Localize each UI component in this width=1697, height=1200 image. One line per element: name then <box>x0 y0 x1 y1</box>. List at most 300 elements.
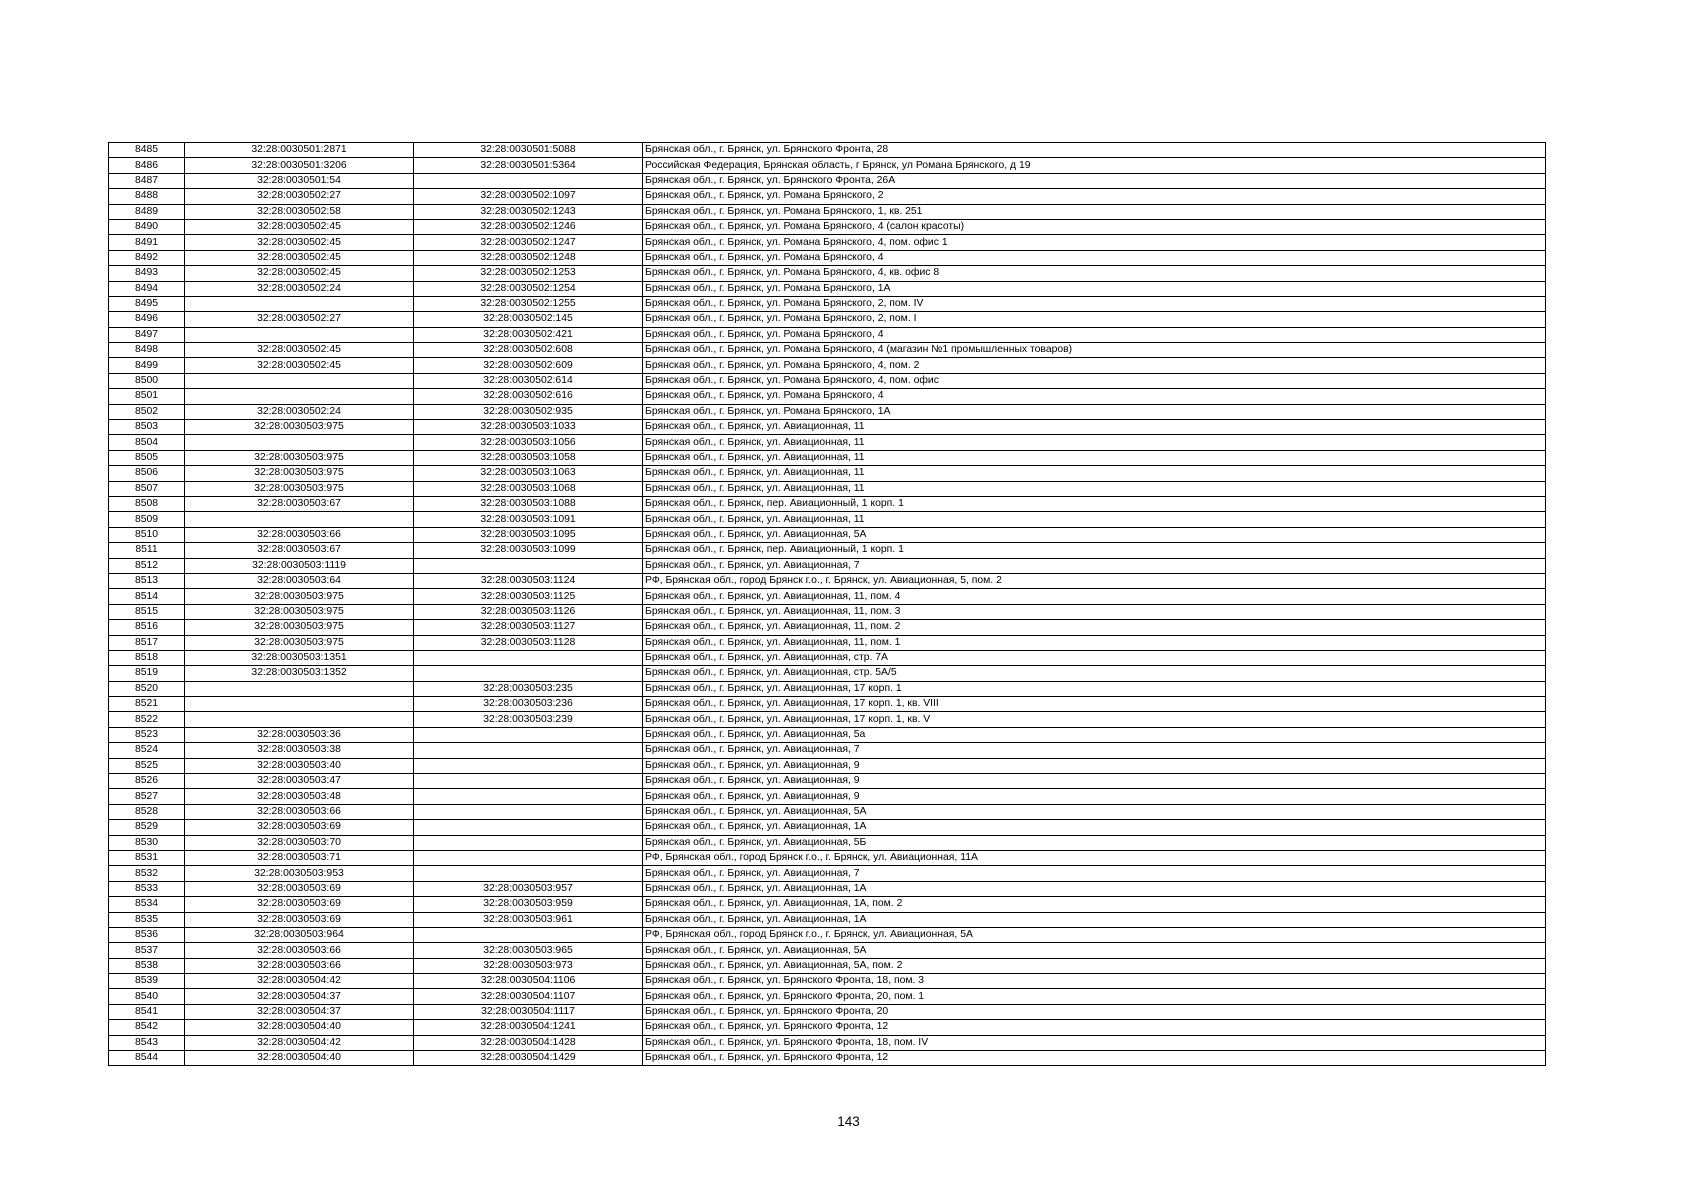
building-number-cell <box>414 666 643 681</box>
building-number-cell: 32:28:0030504:1117 <box>414 1004 643 1019</box>
address-cell: Брянская обл., г. Брянск, ул. Брянского Фронта, 18, пом. IV <box>643 1035 1546 1050</box>
table-row <box>109 512 1546 527</box>
address-cell: Брянская обл., г. Брянск, ул. Авиационная, 11 <box>643 512 1546 527</box>
building-number-cell: 32:28:0030502:609 <box>414 358 643 373</box>
land-plot-number-cell <box>185 327 414 342</box>
building-number-cell: 32:28:0030504:1106 <box>414 974 643 989</box>
row-number-cell: 8509 <box>109 512 185 527</box>
table-row <box>109 219 1546 234</box>
building-number-cell <box>414 850 643 865</box>
land-plot-number-cell: 32:28:0030503:66 <box>185 527 414 542</box>
row-number-cell: 8495 <box>109 296 185 311</box>
address-cell: Брянская обл., г. Брянск, ул. Авиационная, 1А <box>643 912 1546 927</box>
cadastral-table <box>108 142 1546 1066</box>
land-plot-number-cell <box>185 712 414 727</box>
building-number-cell: 32:28:0030502:1248 <box>414 250 643 265</box>
table-row <box>109 666 1546 681</box>
building-number-cell: 32:28:0030503:1033 <box>414 420 643 435</box>
building-number-cell: 32:28:0030503:239 <box>414 712 643 727</box>
row-number-cell: 8505 <box>109 450 185 465</box>
building-number-cell: 32:28:0030503:1124 <box>414 573 643 588</box>
address-cell: Брянская обл., г. Брянск, ул. Романа Брянского, 2, пом. I <box>643 312 1546 327</box>
building-number-cell: 32:28:0030503:959 <box>414 897 643 912</box>
table-row <box>109 989 1546 1004</box>
row-number-cell: 8521 <box>109 697 185 712</box>
land-plot-number-cell: 32:28:0030501:54 <box>185 173 414 188</box>
table-row <box>109 389 1546 404</box>
row-number-cell: 8494 <box>109 281 185 296</box>
row-number-cell: 8487 <box>109 173 185 188</box>
building-number-cell: 32:28:0030501:5088 <box>414 143 643 158</box>
address-cell: Брянская обл., г. Брянск, ул. Авиационная, 11 <box>643 435 1546 450</box>
land-plot-number-cell: 32:28:0030502:45 <box>185 235 414 250</box>
row-number-cell: 8533 <box>109 881 185 896</box>
land-plot-number-cell: 32:28:0030504:40 <box>185 1051 414 1066</box>
building-number-cell: 32:28:0030502:421 <box>414 327 643 342</box>
address-cell: Брянская обл., г. Брянск, ул. Авиационная, 11 <box>643 450 1546 465</box>
row-number-cell: 8519 <box>109 666 185 681</box>
table-row <box>109 373 1546 388</box>
building-number-cell: 32:28:0030503:1128 <box>414 635 643 650</box>
land-plot-number-cell: 32:28:0030503:48 <box>185 789 414 804</box>
table-row <box>109 189 1546 204</box>
address-cell: Брянская обл., г. Брянск, ул. Авиационная, 17 корп. 1, кв. V <box>643 712 1546 727</box>
address-cell: Брянская обл., г. Брянск, ул. Авиационная, 5Б <box>643 835 1546 850</box>
row-number-cell: 8544 <box>109 1051 185 1066</box>
land-plot-number-cell: 32:28:0030504:37 <box>185 989 414 1004</box>
row-number-cell: 8503 <box>109 420 185 435</box>
land-plot-number-cell: 32:28:0030502:45 <box>185 266 414 281</box>
row-number-cell: 8490 <box>109 219 185 234</box>
land-plot-number-cell: 32:28:0030503:953 <box>185 866 414 881</box>
row-number-cell: 8527 <box>109 789 185 804</box>
address-cell: Брянская обл., г. Брянск, ул. Авиационная, 9 <box>643 789 1546 804</box>
building-number-cell: 32:28:0030503:961 <box>414 912 643 927</box>
address-cell: Брянская обл., г. Брянск, ул. Романа Брянского, 1А <box>643 281 1546 296</box>
land-plot-number-cell: 32:28:0030502:24 <box>185 404 414 419</box>
building-number-cell: 32:28:0030502:1246 <box>414 219 643 234</box>
address-cell: Брянская обл., г. Брянск, ул. Брянского Фронта, 12 <box>643 1051 1546 1066</box>
row-number-cell: 8515 <box>109 604 185 619</box>
address-cell: Брянская обл., г. Брянск, ул. Романа Брянского, 4, кв. офис 8 <box>643 266 1546 281</box>
table-row <box>109 558 1546 573</box>
row-number-cell: 8485 <box>109 143 185 158</box>
table-row <box>109 1051 1546 1066</box>
table-row <box>109 774 1546 789</box>
table-row <box>109 204 1546 219</box>
address-cell: Брянская обл., г. Брянск, ул. Авиационная, 17 корп. 1, кв. VIII <box>643 697 1546 712</box>
row-number-cell: 8500 <box>109 373 185 388</box>
table-row <box>109 143 1546 158</box>
address-cell: Брянская обл., г. Брянск, ул. Авиационная, 5А <box>643 804 1546 819</box>
address-cell: Брянская обл., г. Брянск, ул. Романа Брянского, 4 (магазин №1 промышленных товаров) <box>643 343 1546 358</box>
land-plot-number-cell: 32:28:0030504:42 <box>185 1035 414 1050</box>
address-cell: Брянская обл., г. Брянск, ул. Романа Брянского, 4 <box>643 389 1546 404</box>
table-row <box>109 681 1546 696</box>
address-cell: Брянская обл., г. Брянск, ул. Брянского Фронта, 20, пом. 1 <box>643 989 1546 1004</box>
table-row <box>109 1020 1546 1035</box>
table-row <box>109 727 1546 742</box>
address-cell: Брянская обл., г. Брянск, ул. Авиационная, 11 <box>643 420 1546 435</box>
row-number-cell: 8539 <box>109 974 185 989</box>
land-plot-number-cell: 32:28:0030503:975 <box>185 420 414 435</box>
land-plot-number-cell: 32:28:0030502:45 <box>185 219 414 234</box>
address-cell: Брянская обл., г. Брянск, ул. Авиационная, 11, пом. 4 <box>643 589 1546 604</box>
land-plot-number-cell: 32:28:0030504:42 <box>185 974 414 989</box>
table-row <box>109 620 1546 635</box>
land-plot-number-cell: 32:28:0030503:38 <box>185 743 414 758</box>
address-cell: Брянская обл., г. Брянск, ул. Брянского Фронта, 20 <box>643 1004 1546 1019</box>
building-number-cell: 32:28:0030502:608 <box>414 343 643 358</box>
address-cell: Брянская обл., г. Брянск, ул. Авиационная, 1А <box>643 881 1546 896</box>
address-cell: Брянская обл., г. Брянск, ул. Авиационная, 11, пом. 3 <box>643 604 1546 619</box>
table-row <box>109 789 1546 804</box>
land-plot-number-cell: 32:28:0030503:70 <box>185 835 414 850</box>
building-number-cell: 32:28:0030503:957 <box>414 881 643 896</box>
address-cell: Брянская обл., г. Брянск, ул. Авиационная, 11 <box>643 466 1546 481</box>
row-number-cell: 8488 <box>109 189 185 204</box>
address-cell: Брянская обл., г. Брянск, ул. Авиационная, 1А <box>643 820 1546 835</box>
address-cell: Брянская обл., г. Брянск, ул. Авиационная, 11 <box>643 481 1546 496</box>
address-cell: Брянская обл., г. Брянск, ул. Авиационная, 11, пом. 2 <box>643 620 1546 635</box>
land-plot-number-cell: 32:28:0030504:37 <box>185 1004 414 1019</box>
row-number-cell: 8520 <box>109 681 185 696</box>
building-number-cell: 32:28:0030503:235 <box>414 681 643 696</box>
building-number-cell: 32:28:0030503:1058 <box>414 450 643 465</box>
row-number-cell: 8534 <box>109 897 185 912</box>
table-row <box>109 743 1546 758</box>
land-plot-number-cell: 32:28:0030503:69 <box>185 820 414 835</box>
table-row <box>109 496 1546 511</box>
land-plot-number-cell <box>185 512 414 527</box>
address-cell: Брянская обл., г. Брянск, ул. Романа Брянского, 2 <box>643 189 1546 204</box>
table-row <box>109 604 1546 619</box>
table-row <box>109 543 1546 558</box>
row-number-cell: 8501 <box>109 389 185 404</box>
row-number-cell: 8514 <box>109 589 185 604</box>
building-number-cell: 32:28:0030504:1107 <box>414 989 643 1004</box>
building-number-cell: 32:28:0030503:973 <box>414 958 643 973</box>
address-cell: Брянская обл., г. Брянск, ул. Романа Брянского, 2, пом. IV <box>643 296 1546 311</box>
building-number-cell <box>414 173 643 188</box>
land-plot-number-cell <box>185 697 414 712</box>
address-cell: Брянская обл., г. Брянск, пер. Авиационный, 1 корп. 1 <box>643 496 1546 511</box>
row-number-cell: 8536 <box>109 927 185 942</box>
land-plot-number-cell: 32:28:0030503:964 <box>185 927 414 942</box>
land-plot-number-cell: 32:28:0030503:975 <box>185 589 414 604</box>
building-number-cell: 32:28:0030503:1125 <box>414 589 643 604</box>
land-plot-number-cell: 32:28:0030503:36 <box>185 727 414 742</box>
address-cell: Брянская обл., г. Брянск, ул. Романа Брянского, 1А <box>643 404 1546 419</box>
building-number-cell: 32:28:0030502:1255 <box>414 296 643 311</box>
address-cell: Брянская обл., г. Брянск, ул. Авиационная, 7 <box>643 866 1546 881</box>
row-number-cell: 8530 <box>109 835 185 850</box>
land-plot-number-cell: 32:28:0030502:45 <box>185 250 414 265</box>
address-cell: Брянская обл., г. Брянск, ул. Авиационная, стр. 5А/5 <box>643 666 1546 681</box>
building-number-cell: 32:28:0030503:1088 <box>414 496 643 511</box>
address-cell: Брянская обл., г. Брянск, ул. Авиационная, 7 <box>643 743 1546 758</box>
land-plot-number-cell: 32:28:0030503:975 <box>185 466 414 481</box>
address-cell: Брянская обл., г. Брянск, ул. Романа Брянского, 1, кв. 251 <box>643 204 1546 219</box>
building-number-cell: 32:28:0030502:1243 <box>414 204 643 219</box>
table-row <box>109 974 1546 989</box>
building-number-cell: 32:28:0030501:5364 <box>414 158 643 173</box>
land-plot-number-cell: 32:28:0030503:1351 <box>185 650 414 665</box>
table-row <box>109 158 1546 173</box>
row-number-cell: 8498 <box>109 343 185 358</box>
row-number-cell: 8504 <box>109 435 185 450</box>
row-number-cell: 8506 <box>109 466 185 481</box>
building-number-cell: 32:28:0030503:1056 <box>414 435 643 450</box>
land-plot-number-cell: 32:28:0030503:47 <box>185 774 414 789</box>
building-number-cell <box>414 650 643 665</box>
table-row <box>109 235 1546 250</box>
row-number-cell: 8511 <box>109 543 185 558</box>
building-number-cell <box>414 743 643 758</box>
row-number-cell: 8508 <box>109 496 185 511</box>
land-plot-number-cell: 32:28:0030502:24 <box>185 281 414 296</box>
address-cell: Брянская обл., г. Брянск, ул. Авиационная, 5а <box>643 727 1546 742</box>
table-row <box>109 712 1546 727</box>
row-number-cell: 8528 <box>109 804 185 819</box>
building-number-cell: 32:28:0030502:1254 <box>414 281 643 296</box>
building-number-cell: 32:28:0030502:1097 <box>414 189 643 204</box>
land-plot-number-cell: 32:28:0030503:40 <box>185 758 414 773</box>
address-cell: Брянская обл., г. Брянск, ул. Романа Брянского, 4 (салон красоты) <box>643 219 1546 234</box>
table-row <box>109 943 1546 958</box>
row-number-cell: 8486 <box>109 158 185 173</box>
row-number-cell: 8502 <box>109 404 185 419</box>
row-number-cell: 8507 <box>109 481 185 496</box>
address-cell: Брянская обл., г. Брянск, ул. Авиационная, 7 <box>643 558 1546 573</box>
land-plot-number-cell: 32:28:0030503:64 <box>185 573 414 588</box>
table-row <box>109 1004 1546 1019</box>
land-plot-number-cell <box>185 373 414 388</box>
address-cell: Брянская обл., г. Брянск, ул. Авиационная, 1А, пом. 2 <box>643 897 1546 912</box>
address-cell: Брянская обл., г. Брянск, ул. Авиационная, 17 корп. 1 <box>643 681 1546 696</box>
land-plot-number-cell: 32:28:0030503:975 <box>185 620 414 635</box>
land-plot-number-cell: 32:28:0030503:69 <box>185 881 414 896</box>
table-row <box>109 897 1546 912</box>
table-row <box>109 327 1546 342</box>
address-cell: Российская Федерация, Брянская область, г Брянск, ул Романа Брянского, д 19 <box>643 158 1546 173</box>
building-number-cell: 32:28:0030504:1429 <box>414 1051 643 1066</box>
land-plot-number-cell: 32:28:0030503:1352 <box>185 666 414 681</box>
table-row <box>109 866 1546 881</box>
row-number-cell: 8532 <box>109 866 185 881</box>
building-number-cell: 32:28:0030503:1063 <box>414 466 643 481</box>
land-plot-number-cell: 32:28:0030503:66 <box>185 943 414 958</box>
land-plot-number-cell: 32:28:0030503:975 <box>185 635 414 650</box>
row-number-cell: 8542 <box>109 1020 185 1035</box>
building-number-cell <box>414 835 643 850</box>
row-number-cell: 8523 <box>109 727 185 742</box>
table-row <box>109 250 1546 265</box>
land-plot-number-cell <box>185 389 414 404</box>
table-row <box>109 173 1546 188</box>
address-cell: Брянская обл., г. Брянск, ул. Авиационная, 9 <box>643 774 1546 789</box>
building-number-cell: 32:28:0030502:614 <box>414 373 643 388</box>
land-plot-number-cell: 32:28:0030502:27 <box>185 189 414 204</box>
table-row <box>109 881 1546 896</box>
table-row <box>109 927 1546 942</box>
row-number-cell: 8540 <box>109 989 185 1004</box>
land-plot-number-cell: 32:28:0030503:975 <box>185 481 414 496</box>
table-body <box>109 143 1546 1066</box>
table-row <box>109 635 1546 650</box>
building-number-cell: 32:28:0030503:1068 <box>414 481 643 496</box>
address-cell: РФ, Брянская обл., город Брянск г.о., г. Брянск, ул. Авиационная, 5А <box>643 927 1546 942</box>
table-row <box>109 450 1546 465</box>
building-number-cell <box>414 789 643 804</box>
address-cell: Брянская обл., г. Брянск, ул. Авиационная, 5А <box>643 527 1546 542</box>
land-plot-number-cell: 32:28:0030503:1119 <box>185 558 414 573</box>
row-number-cell: 8497 <box>109 327 185 342</box>
table-row <box>109 312 1546 327</box>
address-cell: Брянская обл., г. Брянск, ул. Брянского Фронта, 12 <box>643 1020 1546 1035</box>
table-row <box>109 804 1546 819</box>
row-number-cell: 8491 <box>109 235 185 250</box>
building-number-cell: 32:28:0030502:616 <box>414 389 643 404</box>
row-number-cell: 8526 <box>109 774 185 789</box>
page-number: 143 <box>837 1114 860 1129</box>
row-number-cell: 8516 <box>109 620 185 635</box>
building-number-cell <box>414 820 643 835</box>
address-cell: Брянская обл., г. Брянск, ул. Брянского Фронта, 18, пом. 3 <box>643 974 1546 989</box>
address-cell: Брянская обл., г. Брянск, пер. Авиационный, 1 корп. 1 <box>643 543 1546 558</box>
address-cell: Брянская обл., г. Брянск, ул. Авиационная, 5А, пом. 2 <box>643 958 1546 973</box>
land-plot-number-cell: 32:28:0030502:58 <box>185 204 414 219</box>
row-number-cell: 8525 <box>109 758 185 773</box>
row-number-cell: 8518 <box>109 650 185 665</box>
building-number-cell: 32:28:0030502:935 <box>414 404 643 419</box>
row-number-cell: 8531 <box>109 850 185 865</box>
building-number-cell: 32:28:0030504:1241 <box>414 1020 643 1035</box>
building-number-cell: 32:28:0030503:1091 <box>414 512 643 527</box>
land-plot-number-cell <box>185 681 414 696</box>
land-plot-number-cell: 32:28:0030502:45 <box>185 343 414 358</box>
table-row <box>109 697 1546 712</box>
table-row <box>109 358 1546 373</box>
row-number-cell: 8535 <box>109 912 185 927</box>
table-row <box>109 758 1546 773</box>
building-number-cell: 32:28:0030503:1095 <box>414 527 643 542</box>
table-row <box>109 1035 1546 1050</box>
land-plot-number-cell: 32:28:0030502:45 <box>185 358 414 373</box>
address-cell: Брянская обл., г. Брянск, ул. Авиационная, 9 <box>643 758 1546 773</box>
row-number-cell: 8538 <box>109 958 185 973</box>
table-row <box>109 650 1546 665</box>
row-number-cell: 8493 <box>109 266 185 281</box>
land-plot-number-cell: 32:28:0030501:3206 <box>185 158 414 173</box>
table-row <box>109 420 1546 435</box>
land-plot-number-cell: 32:28:0030503:67 <box>185 543 414 558</box>
building-number-cell: 32:28:0030503:965 <box>414 943 643 958</box>
address-cell: Брянская обл., г. Брянск, ул. Романа Брянского, 4, пом. 2 <box>643 358 1546 373</box>
table-row <box>109 589 1546 604</box>
table-row <box>109 958 1546 973</box>
address-cell: Брянская обл., г. Брянск, ул. Романа Брянского, 4 <box>643 250 1546 265</box>
row-number-cell: 8499 <box>109 358 185 373</box>
land-plot-number-cell: 32:28:0030503:67 <box>185 496 414 511</box>
building-number-cell: 32:28:0030503:1127 <box>414 620 643 635</box>
address-cell: Брянская обл., г. Брянск, ул. Романа Брянского, 4, пом. офис 1 <box>643 235 1546 250</box>
building-number-cell: 32:28:0030504:1428 <box>414 1035 643 1050</box>
land-plot-number-cell: 32:28:0030502:27 <box>185 312 414 327</box>
table-row <box>109 343 1546 358</box>
table-row <box>109 850 1546 865</box>
row-number-cell: 8512 <box>109 558 185 573</box>
building-number-cell <box>414 927 643 942</box>
address-cell: Брянская обл., г. Брянск, ул. Брянского Фронта, 26А <box>643 173 1546 188</box>
land-plot-number-cell: 32:28:0030501:2871 <box>185 143 414 158</box>
building-number-cell <box>414 804 643 819</box>
row-number-cell: 8541 <box>109 1004 185 1019</box>
table-row <box>109 835 1546 850</box>
land-plot-number-cell: 32:28:0030503:66 <box>185 804 414 819</box>
building-number-cell <box>414 866 643 881</box>
building-number-cell: 32:28:0030502:145 <box>414 312 643 327</box>
land-plot-number-cell: 32:28:0030503:69 <box>185 912 414 927</box>
table-row <box>109 820 1546 835</box>
table-row <box>109 573 1546 588</box>
table-row <box>109 281 1546 296</box>
table-row <box>109 435 1546 450</box>
row-number-cell: 8489 <box>109 204 185 219</box>
land-plot-number-cell <box>185 435 414 450</box>
address-cell: Брянская обл., г. Брянск, ул. Романа Брянского, 4 <box>643 327 1546 342</box>
building-number-cell: 32:28:0030503:1099 <box>414 543 643 558</box>
row-number-cell: 8537 <box>109 943 185 958</box>
row-number-cell: 8543 <box>109 1035 185 1050</box>
table-row <box>109 912 1546 927</box>
building-number-cell <box>414 558 643 573</box>
table-row <box>109 466 1546 481</box>
address-cell: РФ, Брянская обл., город Брянск г.о., г. Брянск, ул. Авиационная, 5, пом. 2 <box>643 573 1546 588</box>
row-number-cell: 8529 <box>109 820 185 835</box>
table-row <box>109 404 1546 419</box>
address-cell: Брянская обл., г. Брянск, ул. Романа Брянского, 4, пом. офис <box>643 373 1546 388</box>
table-row <box>109 296 1546 311</box>
address-cell: Брянская обл., г. Брянск, ул. Авиационная, 5А <box>643 943 1546 958</box>
land-plot-number-cell: 32:28:0030503:66 <box>185 958 414 973</box>
land-plot-number-cell: 32:28:0030503:69 <box>185 897 414 912</box>
land-plot-number-cell: 32:28:0030504:40 <box>185 1020 414 1035</box>
building-number-cell <box>414 774 643 789</box>
row-number-cell: 8524 <box>109 743 185 758</box>
row-number-cell: 8513 <box>109 573 185 588</box>
building-number-cell <box>414 758 643 773</box>
address-cell: Брянская обл., г. Брянск, ул. Брянского Фронта, 28 <box>643 143 1546 158</box>
row-number-cell: 8496 <box>109 312 185 327</box>
row-number-cell: 8492 <box>109 250 185 265</box>
address-cell: Брянская обл., г. Брянск, ул. Авиационная, стр. 7А <box>643 650 1546 665</box>
row-number-cell: 8522 <box>109 712 185 727</box>
land-plot-number-cell: 32:28:0030503:975 <box>185 450 414 465</box>
address-cell: Брянская обл., г. Брянск, ул. Авиационная, 11, пом. 1 <box>643 635 1546 650</box>
building-number-cell <box>414 727 643 742</box>
building-number-cell: 32:28:0030502:1247 <box>414 235 643 250</box>
land-plot-number-cell: 32:28:0030503:71 <box>185 850 414 865</box>
row-number-cell: 8510 <box>109 527 185 542</box>
row-number-cell: 8517 <box>109 635 185 650</box>
building-number-cell: 32:28:0030503:236 <box>414 697 643 712</box>
table-row <box>109 266 1546 281</box>
address-cell: РФ, Брянская обл., город Брянск г.о., г. Брянск, ул. Авиационная, 11А <box>643 850 1546 865</box>
building-number-cell: 32:28:0030503:1126 <box>414 604 643 619</box>
land-plot-number-cell: 32:28:0030503:975 <box>185 604 414 619</box>
table-row <box>109 527 1546 542</box>
